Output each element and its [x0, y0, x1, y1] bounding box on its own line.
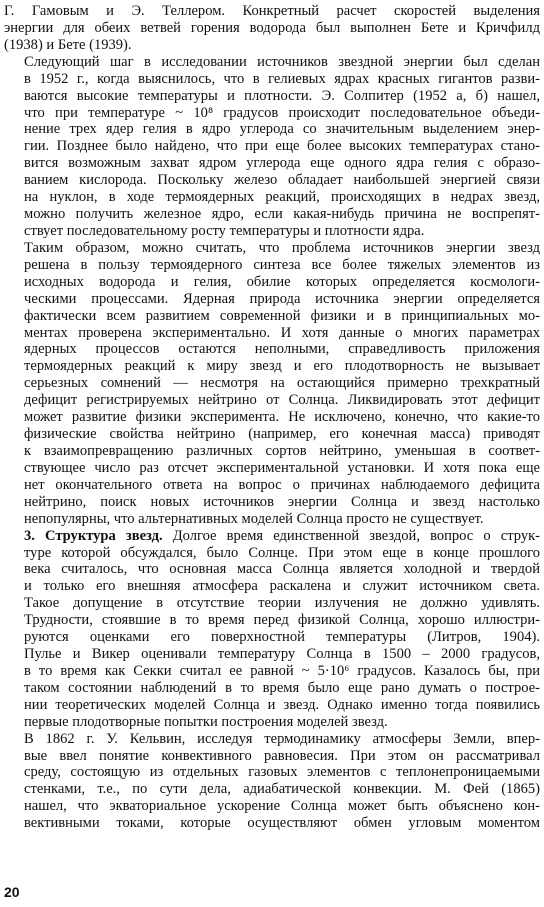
- text-line: Такое допущение в отсутствие теории излучения не должно удивлять.: [24, 595, 540, 612]
- text-line: туре которой обсуждался, было Солнце. При этом еще в конце прошлого: [24, 544, 540, 561]
- text-line: В 1862 г. У. Кельвин, исследуя термодинамику атмосферы Земли, впер-: [24, 730, 540, 747]
- text-line: можно получить железное ядро, если какая-нибудь причина не воспрепят-: [24, 206, 540, 223]
- text-line: Г. Гамовым и Э. Теллером. Конкретный расчет скоростей выделения: [4, 3, 540, 19]
- text-line: среду, состоящую из отдельных газовых элементов с теплонепроницаемыми: [24, 764, 540, 781]
- text-line: может развитие физики эксперимента. Не исключено, конечно, что какие-то: [24, 409, 540, 426]
- paragraph-3: [4, 240, 540, 528]
- text-line: стенками, т.е., по сути дела, адиабатической конвекции. М. Фей (1865): [24, 781, 540, 798]
- text-line: ядерных процессов остаются неполными, справедливость приложения: [24, 341, 540, 358]
- text-line: нии теоретических моделей Солнца и звезд. Однако именно тогда появились: [24, 696, 540, 713]
- text-line: века считалось, что основная масса Солнца является холодной и твердой: [24, 561, 540, 578]
- paragraph-5: [4, 731, 540, 833]
- text-line: нашел, что экваториальное ускорение Солнца может быть объяснено кон-: [24, 798, 540, 815]
- text-line: непопулярны, что альтернативных моделей Солнца просто не существует.: [24, 510, 484, 527]
- text-line: вые ввел понятие конвективного равновесия. При этом он рассматривал: [24, 747, 540, 764]
- text-line: (1938) и Бете (1939).: [4, 36, 132, 53]
- text-line: на нуклон, в ходе термоядерных реакций, происходящих в недрах звезд,: [24, 189, 540, 206]
- text-line: гии. Позднее было найдено, что при еще более высоких температурах стано-: [24, 138, 540, 155]
- text-line: ствует последовательному росту температуры и плотности ядра.: [24, 222, 425, 239]
- text-line: [4, 528, 540, 545]
- text-line: в то время как Секки считал ее равной ~ 5·10⁶ градусов. Казалось бы, при: [24, 662, 540, 679]
- text-line: что при температуре ~ 10⁸ градусов происходит последовательное объеди-: [24, 104, 540, 121]
- text-line: первые плодотворные попытки построения моделей звезд.: [24, 713, 388, 730]
- paragraph-2: [4, 54, 540, 240]
- text-line: в 1952 г., когда выяснилось, что в гелиевых ядрах красных гигантов разви-: [24, 70, 540, 87]
- text-line: руются оценками его поверхностной температуры (Литров, 1904).: [24, 629, 540, 646]
- text-line: ческими процессами. Ядерная природа источника энергии определяется: [24, 290, 540, 307]
- text-line: Трудности, стоявшие в то время перед физикой Солнца, хорошо иллюстри-: [24, 612, 540, 629]
- page-number: 20: [4, 884, 20, 900]
- text-line: физические свойства нейтрино (например, его конечная масса) приводят: [24, 426, 540, 443]
- text-line: энергии для обеих ветвей горения водорода был выполнен Бете и Кричфилд: [4, 19, 540, 36]
- text-line: ваются высокие температуры и плотности. Э. Солпитер (1952 а, б) нашел,: [24, 87, 540, 104]
- text-line-rest: Долгое время единственной звездой, вопрос о струк-: [162, 527, 540, 544]
- text-line: Пулье и Викер оценивали температуру Солнца в 1500 – 2000 градусов,: [24, 646, 540, 663]
- text-line: нет окончательного ответа на вопрос о причинах наблюдаемого дефицита: [24, 476, 540, 493]
- text-line: исходных водорода и гелия, обилие которых определяется космологи-: [24, 273, 540, 290]
- paragraph-4: [4, 528, 540, 731]
- text-line: и только его внешняя атмосфера раскалена и служит источником света.: [24, 578, 540, 595]
- text-line: Следующий шаг в исследовании источников звездной энергии был сделан: [24, 53, 540, 70]
- text-line: к взаимопревращению различных сортов нейтрино, уменьшая в соответ-: [24, 442, 540, 459]
- text-line: Таким образом, можно считать, что проблема источников энергии звезд: [24, 239, 540, 256]
- text-line: таком состоянии наблюдений в то время было еще рано думать о построе-: [24, 679, 540, 696]
- section-heading: 3. Структура звезд.: [24, 527, 163, 544]
- text-line: вективными токами, которые осуществляют обмен угловым моментом: [24, 815, 540, 832]
- text-line: дефицит регистрируемых нейтрино от Солнца. Ликвидировать этот дефицит: [24, 392, 540, 409]
- text-line: серьезных сомнений — несмотря на остающийся примерно трехкратный: [24, 375, 540, 392]
- text-line: ствующее число раз отсчет экспериментальной установки. И хотя пока еще: [24, 459, 540, 476]
- text-line: термоядерных реакций к миру звезд и его плодотворность не вызывает: [24, 358, 540, 375]
- text-line: нейтрино, поиск новых источников энергии Солнца и звезд настолько: [24, 493, 540, 510]
- text-line: ванием кислорода. Поскольку железо обладает наибольшей энергией связи: [24, 172, 540, 189]
- text-line: ментах проверена экспериментально. И хотя данные о многих параметрах: [24, 324, 540, 341]
- paragraph-1: [4, 3, 540, 54]
- document-page: [4, 3, 540, 832]
- text-line: нение трех ядер гелия в ядро углерода со значительным выделением энер-: [24, 121, 540, 138]
- text-line: вится возможным захват ядром углерода еще одного ядра гелия с образо-: [24, 155, 540, 172]
- text-line: фактически всем развитием современной физики и в принципиальных мо-: [24, 307, 540, 324]
- text-line: решена в пользу термоядерного синтеза все более тяжелых элементов из: [24, 256, 540, 273]
